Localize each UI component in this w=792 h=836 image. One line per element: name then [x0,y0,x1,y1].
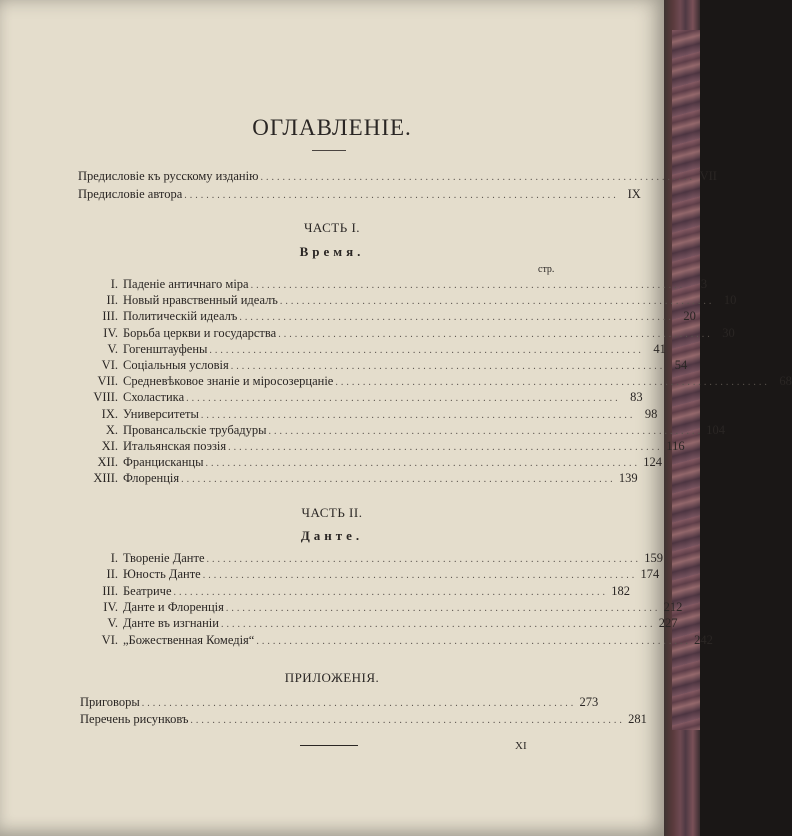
chapter-number: VII. [97,374,118,389]
toc-entry[interactable] [78,276,708,292]
chapter-number: III. [102,309,118,324]
leader-dots: ............................................................................... [260,172,695,183]
toc-label: Новый нравственный идеалъ [123,293,278,308]
chapter-number: I. [110,277,118,291]
toc-entry[interactable] [78,406,658,422]
leader-dots: ............................................................................... [228,442,663,453]
leader-dots: ............................................................................... [268,425,704,437]
toc-label: „Божественная Комедія“ [123,632,255,647]
bottom-rule [300,745,358,746]
toc-page: 54 [674,358,688,372]
toc-label: Схоластика [123,390,185,405]
toc-page: 68 [779,374,792,389]
toc-label: Твореніе Данте [123,551,205,565]
toc-label: Перечень рисунковъ [80,712,189,726]
toc-entry[interactable] [78,357,688,373]
chapter-number: VIII. [93,390,118,405]
toc-page: 104 [706,422,726,437]
leader-dots: ............................................................................... [239,312,674,324]
toc-page: 182 [611,583,630,598]
toc-page: 227 [658,616,678,631]
toc-label: Соціальныя условія [123,358,229,372]
toc-page: 98 [644,406,658,421]
toc-label: Гогенштауфены [123,341,208,356]
leader-dots: ............................................................................... [190,715,625,726]
toc-label: Данте въ изгнаніи [123,616,219,631]
toc-entry[interactable] [78,550,663,566]
toc-entry[interactable] [78,632,713,648]
title-rule [312,150,346,151]
toc-entry[interactable] [78,438,685,454]
leader-dots: ............................................................................... [202,570,638,582]
toc-label: Итальянская поэзія [123,439,227,453]
toc-page: 242 [694,632,713,647]
toc-entry[interactable] [78,454,662,470]
leader-dots: ............................................................................... [250,280,686,291]
appendix-heading: ПРИЛОЖЕНІЯ. [284,670,380,685]
part-1-heading: Время. [299,244,365,259]
leader-dots: ............................................................................... [279,296,715,308]
chapter-number: IV. [103,325,118,340]
toc-page: 3 [700,277,708,291]
leader-dots: ............................................................................... [173,586,608,598]
toc-page: 212 [663,599,683,614]
toc-entry[interactable] [78,615,678,631]
toc-page: 159 [644,551,663,565]
chapter-number: V. [107,341,118,356]
leader-dots: ............................................................................... [220,619,656,631]
toc-entry[interactable] [78,389,643,405]
toc-label: Борьба церкви и государства [123,325,277,340]
toc-label: Паденіе античнаго міра [123,277,249,291]
leader-dots: ............................................................................... [184,190,619,201]
toc-entry[interactable] [78,308,696,324]
toc-label: Политическій идеалъ [123,309,238,324]
toc-label: Предисловіе къ русскому изданію [78,169,259,183]
toc-entry[interactable] [78,292,737,308]
toc-page: 124 [643,455,662,470]
toc-page: 281 [628,712,647,726]
leader-dots: ............................................................................... [230,361,666,372]
toc-entry[interactable] [78,325,735,341]
toc-entry[interactable] [80,711,647,727]
chapter-number: I. [110,551,118,565]
toc-entry[interactable] [78,566,660,582]
chapter-number: V. [107,616,118,631]
toc-page: 273 [579,695,599,709]
leader-dots: ............................................................................... [141,698,577,709]
toc-entry[interactable] [78,373,792,389]
toc-page: 174 [640,567,660,582]
toc-label: Средневѣковое знаніе и міросозерцаніе [123,374,334,389]
toc-page: 30 [722,325,735,340]
chapter-number: III. [102,583,118,598]
toc-label: Беатриче [123,583,172,598]
toc-entry[interactable] [78,341,666,357]
page-title: ОГЛАВЛЕНІЕ. [252,115,412,140]
toc-entry[interactable] [78,422,726,438]
part-1-label: ЧАСТЬ I. [303,220,361,235]
part-2-label: ЧАСТЬ II. [301,505,363,520]
toc-label: Данте и Флоренція [123,599,224,614]
leader-dots: ............................................................................... [335,377,770,389]
toc-label: Флоренція [123,471,180,486]
toc-page: IX [627,187,641,201]
leader-dots: ............................................................................... [206,554,641,565]
toc-page: 116 [666,439,685,453]
leader-dots: ............................................................................... [209,344,644,356]
toc-page: VII [699,169,717,183]
chapter-number: VI. [101,358,118,372]
toc-page: 41 [653,341,666,356]
chapter-number: XI. [101,439,118,453]
toc-label: Предисловіе автора [78,187,183,201]
toc-page: 20 [683,309,696,324]
toc-label: Провансальскіе трубадуры [123,422,267,437]
toc-entry-preface-russian[interactable] [78,168,717,184]
toc-entry-preface-author[interactable] [78,186,641,202]
leader-dots: ............................................................................... [278,328,713,340]
chapter-number: IX. [101,406,118,421]
toc-entry[interactable] [80,694,599,710]
chapter-number: XIII. [93,471,118,486]
toc-entry[interactable] [78,470,638,486]
chapter-number: XII. [97,455,118,470]
chapter-number: VI. [101,632,118,647]
chapter-number: X. [105,422,118,437]
chapter-number: II. [106,293,118,308]
toc-label: Университеты [123,406,199,421]
leader-dots: ............................................................................... [200,409,636,421]
toc-page: 139 [618,471,638,486]
leader-dots: ............................................................................... [205,458,640,470]
toc-page: 83 [630,390,643,405]
leader-dots: ............................................................................... [256,635,691,647]
leader-dots: ............................................................................... [225,602,661,614]
chapter-number: II. [106,567,118,582]
leader-dots: ............................................................................... [181,474,616,486]
folio-page-number: XI [515,740,527,752]
toc-page: 10 [723,293,737,308]
toc-label: Юность Данте [123,567,201,582]
part-2-heading: Данте. [300,528,364,543]
toc-label: Приговоры [80,695,140,709]
leader-dots: ............................................................................... [186,393,621,405]
toc-label: Францисканцы [123,455,204,470]
toc-entry[interactable] [78,599,683,615]
chapter-number: IV. [103,599,118,614]
page-column-label: стр. [538,264,555,275]
toc-entry[interactable] [78,583,630,599]
